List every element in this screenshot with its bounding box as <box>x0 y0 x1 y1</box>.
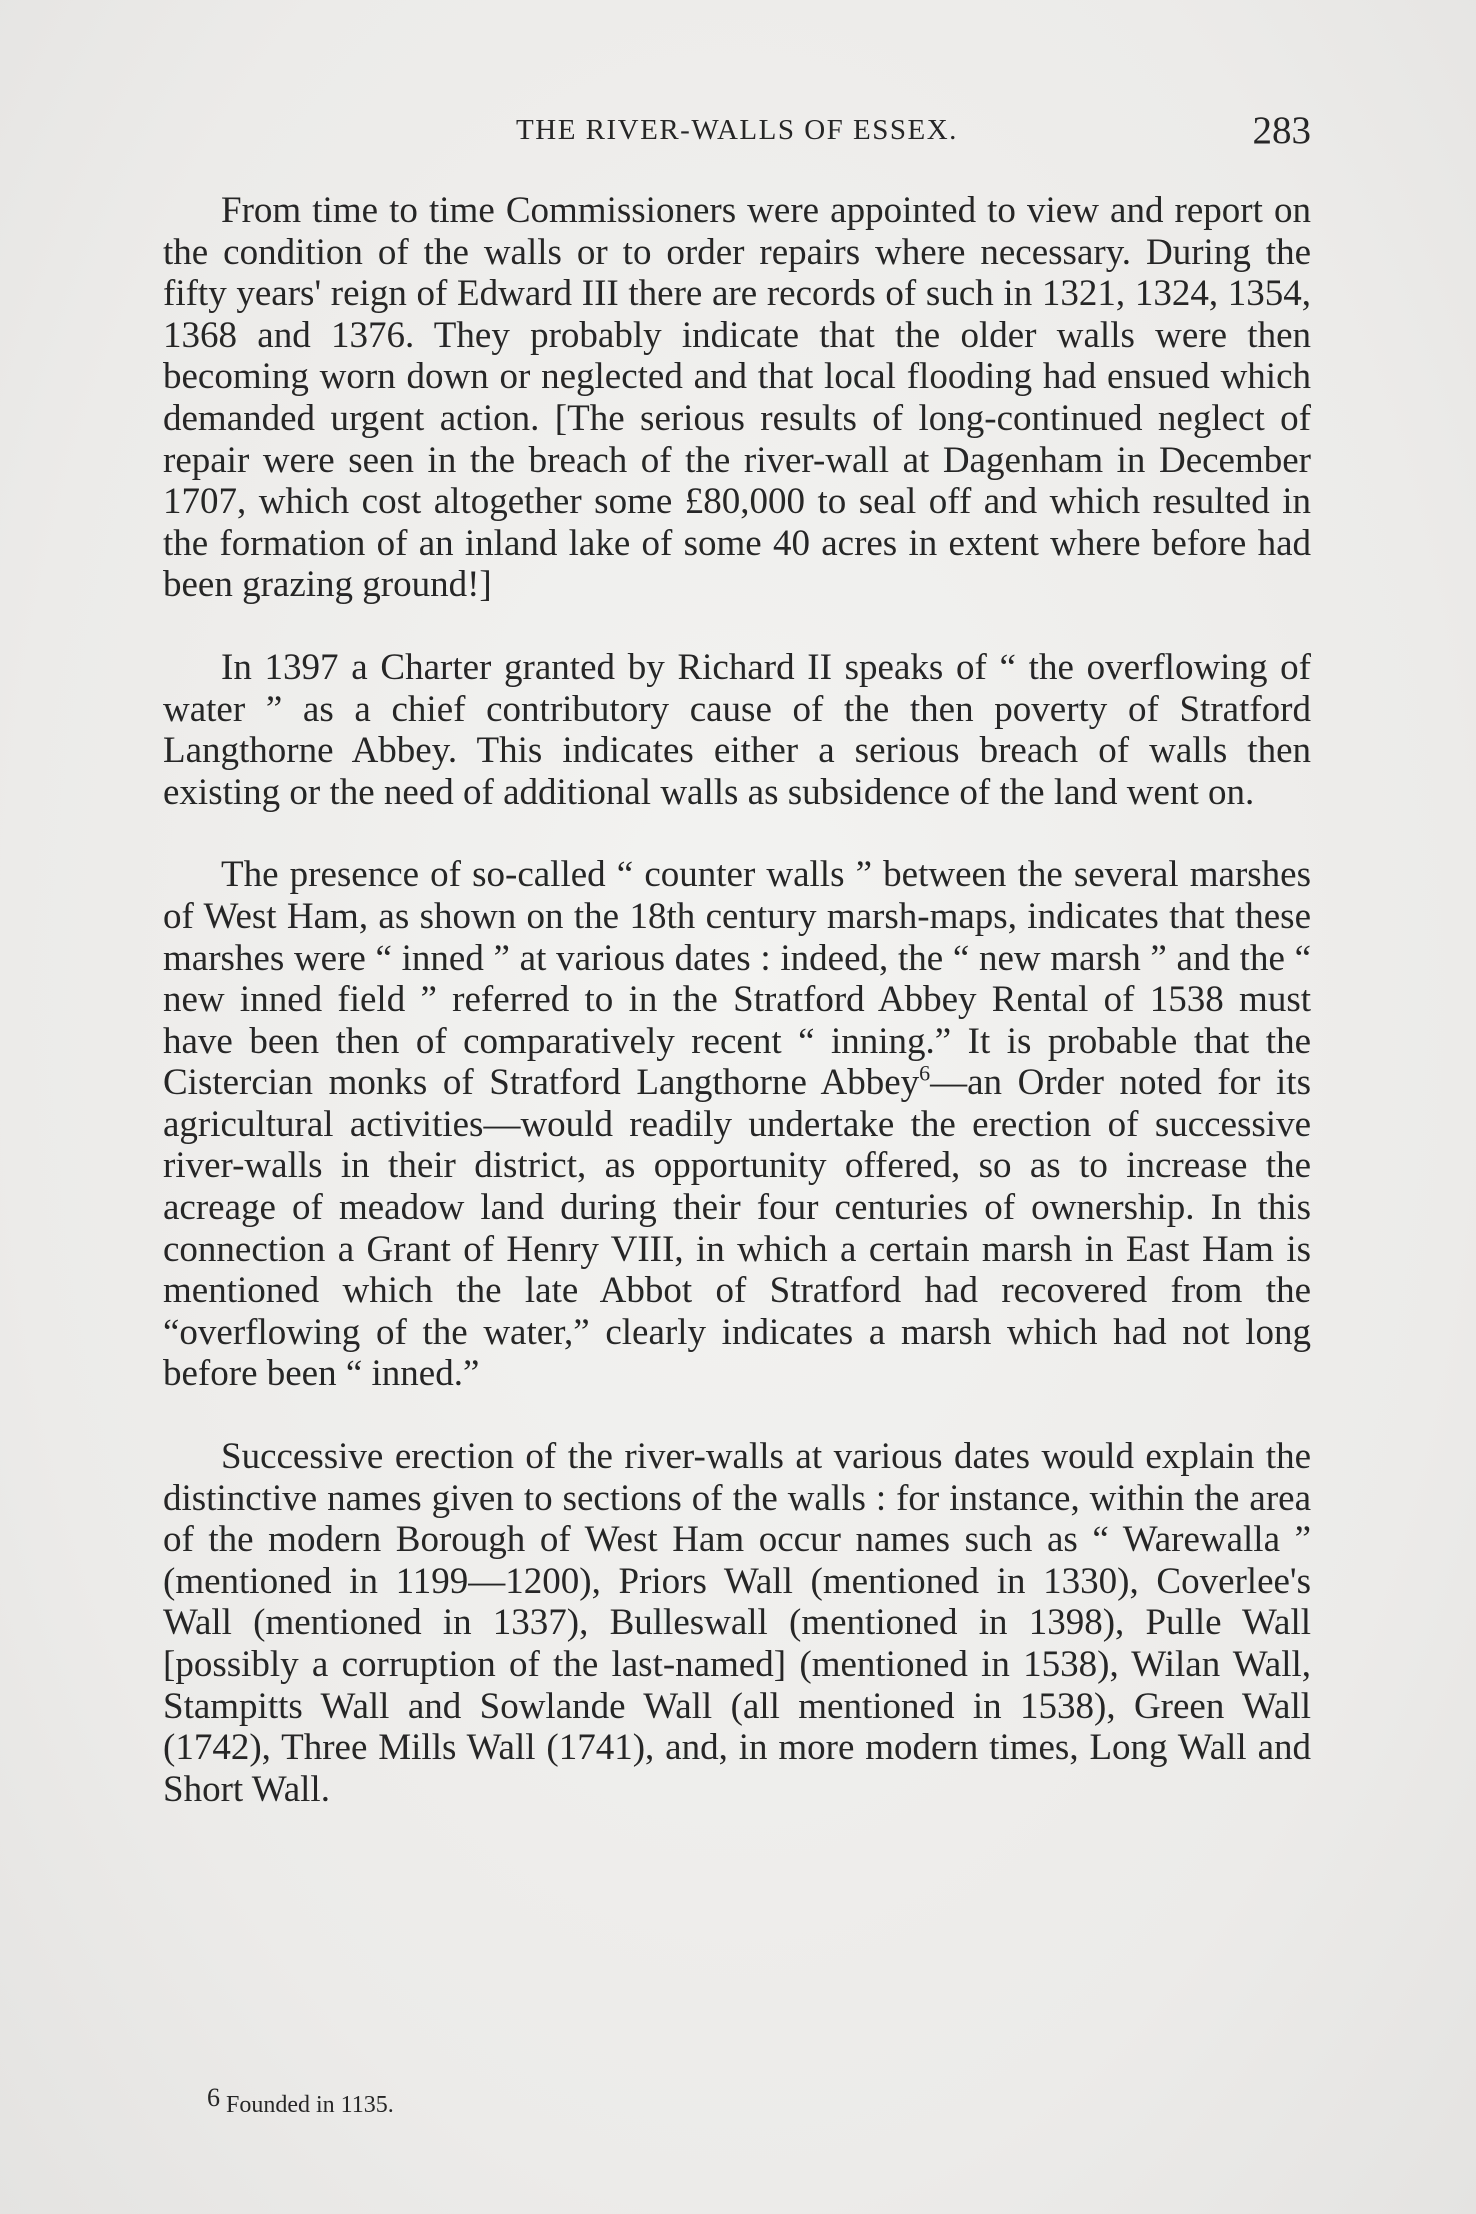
footnote-reference: 6 <box>919 1060 931 1086</box>
paragraph-text-after-note: —an Order noted for its agricultural activities—would readily undertake the erection of successive river-walls in their district, as opportunity offered, so as to increase the acreage of meadow land during their four centuries of ownership. In this connection a Grant of Henry VIII, in which a certain marsh in East Ham is mentioned which the late Abbot of Stratford had recovered from the “overflowing of the water,” clearly indicates a marsh which had not long before been “ inned.” <box>163 1062 1311 1395</box>
paragraph-text-before-note: The presence of so-called “ counter walls ” between the several marshes of West Ham, as shown on the 18th century marsh-maps, indicates that these marshes were “ inned ” at various dates : indeed, the “ new marsh ” and the “ new inned field ” referred to in the Stratford Abbey Rental of 1538 must have been then of comparatively recent “ inning.” It is probable that the Cistercian monks of Stratford Langthorne Abbey <box>163 854 1311 1104</box>
running-title: THE RIVER-WALLS OF ESSEX. <box>516 114 958 146</box>
body-text <box>163 190 1311 1851</box>
page-number: 283 <box>1252 109 1311 152</box>
footnote <box>207 2082 1107 2121</box>
footnote-mark: 6 <box>207 2083 220 2112</box>
paragraph-wall-names: Successive erection of the river-walls at various dates would explain the distinctive names given to sections of the walls : for instance, within the area of the modern Borough of West Ham occur names such as “ Warewalla ” (mentioned in 1199—1200), Priors Wall (mentioned in 1330), Coverlee's Wall (mentioned in 1337), Bulleswall (mentioned in 1398), Pulle Wall [possibly a corruption of the last-named] (mentioned in 1538), Wilan Wall, Stampitts Wall and Sowlande Wall (all mentioned in 1538), Green Wall (1742), Three Mills Wall (1741), and, in more modern times, Long Wall and Short Wall. <box>163 1436 1311 1810</box>
footnote-text: Founded in 1135. <box>226 2092 394 2118</box>
paragraph-charter-1397: In 1397 a Charter granted by Richard II speaks of “ the overflowing of water ” as a chief contributory cause of the then poverty of Stratford Langthorne Abbey. This indicates either a serious breach of walls then existing or the need of additional walls as subsidence of the land went on. <box>163 646 1311 813</box>
paragraph-counter-walls <box>163 854 1311 1395</box>
running-head <box>163 108 1311 158</box>
paragraph-commissioners: From time to time Commissioners were appointed to view and report on the condition of the walls or to order repairs where necessary. During the fifty years' reign of Edward III there are records of such in 1321, 1324, 1354, 1368 and 1376. They probably indicate that the older walls were then becoming worn down or neglected and that local flooding had ensued which demanded urgent action. [The serious results of long-continued neglect of repair were seen in the breach of the river-wall at Dagenham in December 1707, which cost altogether some £80,000 to seal off and which resulted in the formation of an inland lake of some 40 acres in extent where before had been grazing ground!] <box>163 190 1311 606</box>
